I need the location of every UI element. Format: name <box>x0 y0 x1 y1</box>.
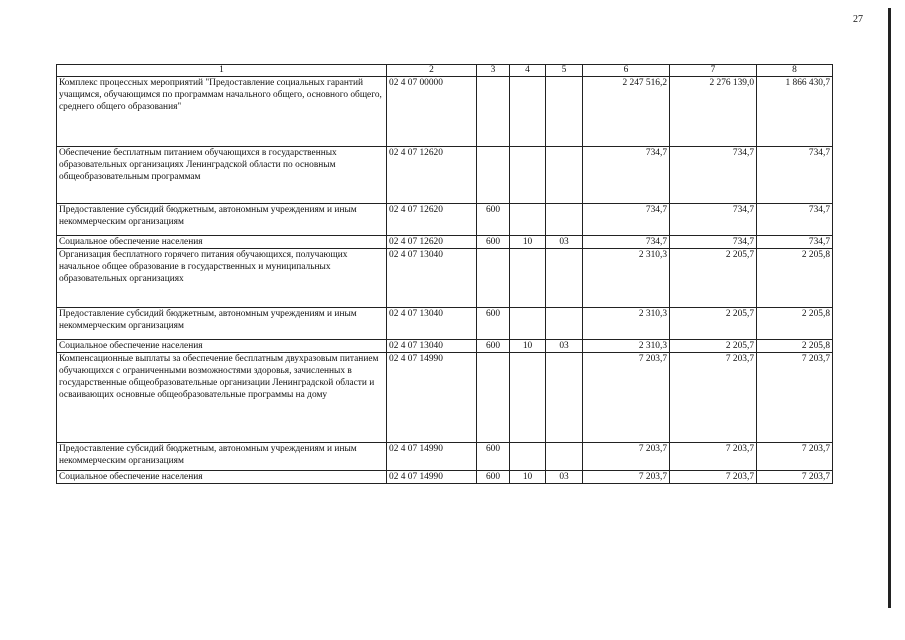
row-value-6: 734,7 <box>583 204 670 236</box>
row-value-7: 7 203,7 <box>670 353 757 443</box>
row-name: Предоставление субсидий бюджетным, автономным учреждениям и иным некоммерческим организациям <box>57 204 387 236</box>
row-value-8: 1 866 430,7 <box>757 77 833 147</box>
row-col3 <box>477 147 510 204</box>
row-col5: 03 <box>546 236 583 249</box>
row-value-8: 734,7 <box>757 236 833 249</box>
row-value-8: 2 205,8 <box>757 249 833 308</box>
row-col3 <box>477 77 510 147</box>
row-col4: 10 <box>510 471 546 484</box>
row-col3 <box>477 249 510 308</box>
row-col5: 03 <box>546 471 583 484</box>
header-col-1: 1 <box>57 65 387 77</box>
row-value-7: 7 203,7 <box>670 443 757 471</box>
row-col4 <box>510 353 546 443</box>
row-value-6: 2 247 516,2 <box>583 77 670 147</box>
row-col4 <box>510 308 546 340</box>
row-value-6: 2 310,3 <box>583 308 670 340</box>
row-value-7: 2 205,7 <box>670 249 757 308</box>
table-row <box>57 353 833 443</box>
row-value-6: 2 310,3 <box>583 249 670 308</box>
row-value-8: 2 205,8 <box>757 340 833 353</box>
row-col5 <box>546 204 583 236</box>
header-row <box>57 65 833 77</box>
row-col4 <box>510 77 546 147</box>
table-row <box>57 443 833 471</box>
row-col5 <box>546 249 583 308</box>
table-row <box>57 236 833 249</box>
row-value-7: 2 205,7 <box>670 308 757 340</box>
row-name: Компенсационные выплаты за обеспечение бесплатным двухразовым питанием обучающихся с ограниченными возможностями здоровья, зачисленных в государственные общеобразовательные организации Ленинградской области и осваивающих основные общеобразовательные программы на дому <box>57 353 387 443</box>
table-row <box>57 249 833 308</box>
row-value-6: 734,7 <box>583 147 670 204</box>
header-col-8: 8 <box>757 65 833 77</box>
row-col5 <box>546 147 583 204</box>
scan-edge-line <box>888 8 891 608</box>
row-code: 02 4 07 14990 <box>387 471 477 484</box>
row-col3: 600 <box>477 204 510 236</box>
row-value-6: 7 203,7 <box>583 471 670 484</box>
row-name: Социальное обеспечение населения <box>57 340 387 353</box>
header-col-7: 7 <box>670 65 757 77</box>
row-col4 <box>510 204 546 236</box>
table-row <box>57 308 833 340</box>
row-value-6: 7 203,7 <box>583 443 670 471</box>
row-value-8: 7 203,7 <box>757 443 833 471</box>
row-col3: 600 <box>477 471 510 484</box>
row-value-8: 734,7 <box>757 147 833 204</box>
row-value-8: 7 203,7 <box>757 471 833 484</box>
row-value-7: 2 276 139,0 <box>670 77 757 147</box>
row-col3: 600 <box>477 308 510 340</box>
row-name: Организация бесплатного горячего питания обучающихся, получающих начальное общее образование в государственных и муниципальных образовательных организациях <box>57 249 387 308</box>
row-code: 02 4 07 13040 <box>387 340 477 353</box>
row-code: 02 4 07 14990 <box>387 443 477 471</box>
row-code: 02 4 07 12620 <box>387 236 477 249</box>
header-col-2: 2 <box>387 65 477 77</box>
row-col3 <box>477 353 510 443</box>
row-col4 <box>510 147 546 204</box>
row-code: 02 4 07 13040 <box>387 308 477 340</box>
row-col5 <box>546 443 583 471</box>
row-col3: 600 <box>477 236 510 249</box>
row-code: 02 4 07 12620 <box>387 204 477 236</box>
row-col5: 03 <box>546 340 583 353</box>
page-number: 27 <box>853 14 863 25</box>
budget-table <box>56 64 833 484</box>
row-name: Комплекс процессных мероприятий "Предоставление социальных гарантий учащимся, обучающимся по программам начального общего, основного общего, среднего общего образования" <box>57 77 387 147</box>
row-value-6: 7 203,7 <box>583 353 670 443</box>
row-code: 02 4 07 12620 <box>387 147 477 204</box>
row-value-7: 734,7 <box>670 147 757 204</box>
row-code: 02 4 07 14990 <box>387 353 477 443</box>
header-col-4: 4 <box>510 65 546 77</box>
row-value-7: 7 203,7 <box>670 471 757 484</box>
row-code: 02 4 07 00000 <box>387 77 477 147</box>
table-row <box>57 471 833 484</box>
row-value-8: 734,7 <box>757 204 833 236</box>
row-value-8: 2 205,8 <box>757 308 833 340</box>
row-name: Предоставление субсидий бюджетным, автономным учреждениям и иным некоммерческим организациям <box>57 308 387 340</box>
row-col4 <box>510 249 546 308</box>
row-col4 <box>510 443 546 471</box>
row-value-7: 734,7 <box>670 236 757 249</box>
header-col-6: 6 <box>583 65 670 77</box>
table-row <box>57 147 833 204</box>
row-col4: 10 <box>510 236 546 249</box>
table-row <box>57 77 833 147</box>
row-value-6: 2 310,3 <box>583 340 670 353</box>
row-col3: 600 <box>477 340 510 353</box>
row-name: Социальное обеспечение населения <box>57 236 387 249</box>
row-value-7: 734,7 <box>670 204 757 236</box>
row-col4: 10 <box>510 340 546 353</box>
row-name: Предоставление субсидий бюджетным, автономным учреждениям и иным некоммерческим организациям <box>57 443 387 471</box>
row-name: Социальное обеспечение населения <box>57 471 387 484</box>
row-value-7: 2 205,7 <box>670 340 757 353</box>
row-col5 <box>546 308 583 340</box>
row-col5 <box>546 353 583 443</box>
row-col3: 600 <box>477 443 510 471</box>
header-col-5: 5 <box>546 65 583 77</box>
table-row <box>57 204 833 236</box>
row-name: Обеспечение бесплатным питанием обучающихся в государственных образовательных организациях Ленинградской области по основным общеобразовательным программам <box>57 147 387 204</box>
row-col5 <box>546 77 583 147</box>
header-col-3: 3 <box>477 65 510 77</box>
row-value-8: 7 203,7 <box>757 353 833 443</box>
row-code: 02 4 07 13040 <box>387 249 477 308</box>
row-value-6: 734,7 <box>583 236 670 249</box>
table-row <box>57 340 833 353</box>
